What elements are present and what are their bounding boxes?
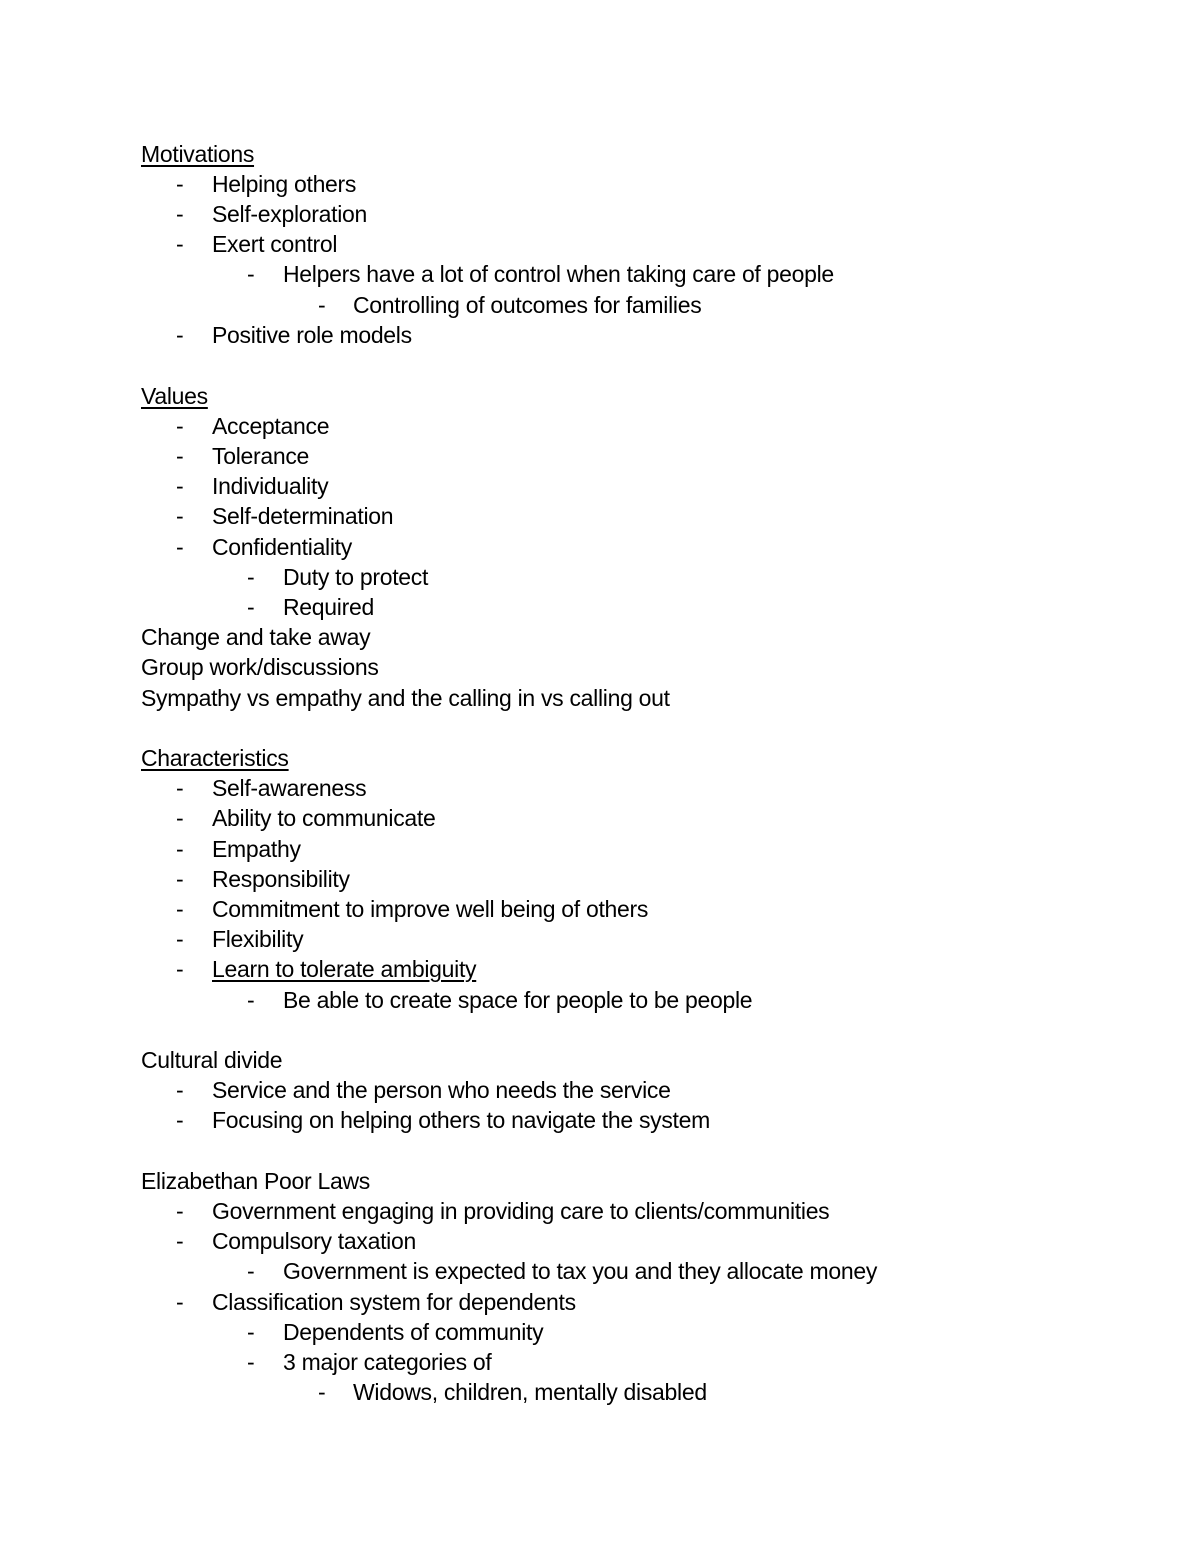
list-item-text: Acceptance xyxy=(212,413,330,439)
list-item-text: Exert control xyxy=(212,231,338,257)
list-item-text: Be able to create space for people to be people xyxy=(283,987,753,1013)
list-item-text: Helpers have a lot of control when taking care of people xyxy=(283,261,834,287)
bullet-dash: - xyxy=(176,503,184,529)
bullet-dash: - xyxy=(247,1349,255,1375)
bullet-dash: - xyxy=(176,231,184,257)
bullet-dash: - xyxy=(176,473,184,499)
bullet-dash: - xyxy=(318,1379,326,1405)
section-heading: Characteristics xyxy=(141,745,289,771)
list-item-text: Compulsory taxation xyxy=(212,1228,416,1254)
bullet-dash: - xyxy=(176,956,184,982)
bullet-dash: - xyxy=(247,1258,255,1284)
list-item-text: Self-exploration xyxy=(212,201,368,227)
bullet-dash: - xyxy=(176,201,184,227)
bullet-dash: - xyxy=(247,594,255,620)
bullet-dash: - xyxy=(176,926,184,952)
bullet-dash: - xyxy=(176,1107,184,1133)
list-item-text: Commitment to improve well being of others xyxy=(212,896,649,922)
note-text: Group work/discussions xyxy=(141,654,379,680)
bullet-dash: - xyxy=(247,261,255,287)
list-item-text: Self-determination xyxy=(212,503,394,529)
bullet-dash: - xyxy=(318,292,326,318)
list-item-text: Positive role models xyxy=(212,322,412,348)
bullet-dash: - xyxy=(176,836,184,862)
list-item-text: 3 major categories of xyxy=(283,1349,492,1375)
bullet-dash: - xyxy=(176,1077,184,1103)
bullet-dash: - xyxy=(176,805,184,831)
bullet-dash: - xyxy=(176,1198,184,1224)
bullet-dash: - xyxy=(176,443,184,469)
list-item-text: Government is expected to tax you and they allocate money xyxy=(283,1258,878,1284)
bullet-dash: - xyxy=(176,775,184,801)
section-heading: Motivations xyxy=(141,141,255,167)
list-item-text: Government engaging in providing care to clients/communities xyxy=(212,1198,830,1224)
list-item-text: Required xyxy=(283,594,374,620)
list-item-text: Helping others xyxy=(212,171,357,197)
note-text: Change and take away xyxy=(141,624,371,650)
section-heading: Cultural divide xyxy=(141,1047,283,1073)
bullet-dash: - xyxy=(176,866,184,892)
list-item-text: Individuality xyxy=(212,473,329,499)
list-item-text: Flexibility xyxy=(212,926,304,952)
section-heading: Values xyxy=(141,383,208,409)
list-item-text: Classification system for dependents xyxy=(212,1289,576,1315)
list-item-text: Confidentiality xyxy=(212,534,352,560)
list-item-text: Focusing on helping others to navigate the system xyxy=(212,1107,710,1133)
bullet-dash: - xyxy=(176,413,184,439)
note-text: Sympathy vs empathy and the calling in vs calling out xyxy=(141,685,670,711)
bullet-dash: - xyxy=(176,534,184,560)
list-item-text: Learn to tolerate ambiguity xyxy=(212,956,477,982)
bullet-dash: - xyxy=(247,564,255,590)
bullet-dash: - xyxy=(176,896,184,922)
list-item-text: Self-awareness xyxy=(212,775,367,801)
list-item-text: Service and the person who needs the service xyxy=(212,1077,671,1103)
list-item-text: Dependents of community xyxy=(283,1319,544,1345)
bullet-dash: - xyxy=(176,1228,184,1254)
list-item-text: Controlling of outcomes for families xyxy=(353,292,702,318)
bullet-dash: - xyxy=(176,322,184,348)
bullet-dash: - xyxy=(176,171,184,197)
list-item-text: Responsibility xyxy=(212,866,350,892)
bullet-dash: - xyxy=(247,1319,255,1345)
section-heading: Elizabethan Poor Laws xyxy=(141,1168,370,1194)
list-item-text: Duty to protect xyxy=(283,564,429,590)
list-item-text: Tolerance xyxy=(212,443,310,469)
list-item-text: Widows, children, mentally disabled xyxy=(353,1379,707,1405)
list-item-text: Ability to communicate xyxy=(212,805,436,831)
bullet-dash: - xyxy=(247,987,255,1013)
bullet-dash: - xyxy=(176,1289,184,1315)
list-item-text: Empathy xyxy=(212,836,301,862)
